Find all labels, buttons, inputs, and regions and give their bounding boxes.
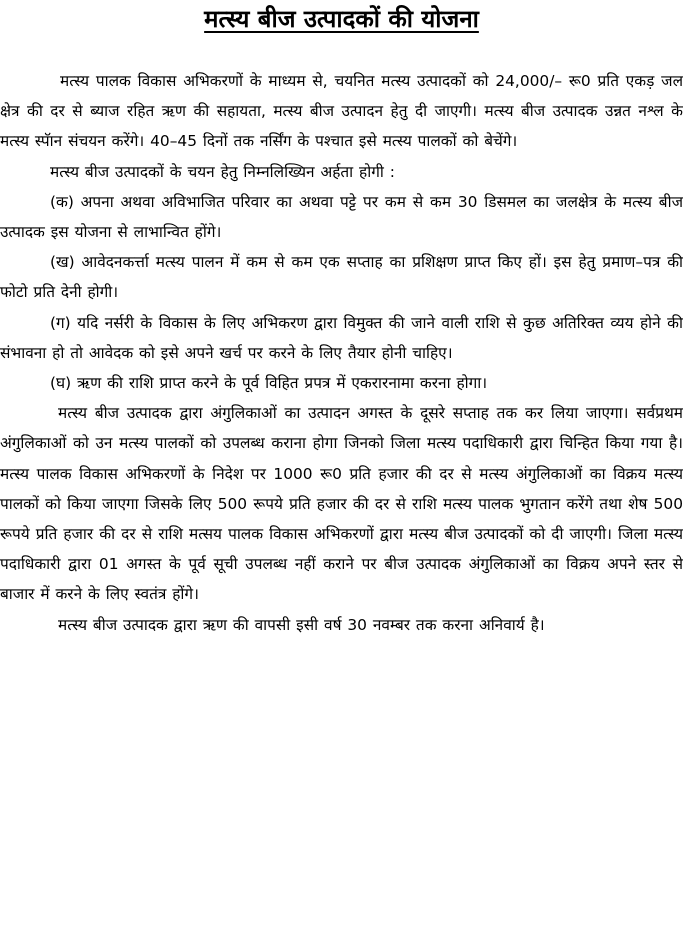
document-body bbox=[0, 66, 683, 640]
document-title-text: मत्स्य बीज उत्पादकों की योजना bbox=[204, 5, 479, 33]
paragraph-criterion-gha: (घ) ऋण की राशि प्राप्त करने के पूर्व विहित प्रपत्र में एकरारनामा करना होगा। bbox=[50, 374, 488, 393]
paragraph-criterion-ka: (क) अपना अथवा अविभाजित परिवार का अथवा पट्टे पर कम से कम 30 डिसमल का जलक्षेत्र के मत्स्य बीज उत्पादक इस योजना से लाभान्वित होंगे। bbox=[0, 192, 683, 242]
paragraph-intro: मत्स्य पालक विकास अभिकरणों के माध्यम से, चयनित मत्स्य उत्पादकों को 24,000/– रू0 प्रति एकड़ जल क्षेत्र की दर से ब्याज रहित ऋण की सहायता, मत्स्य बीज उत्पादन हेतु दी जाएगी। मत्स्य बीज उत्पादक उन्नत नश्ल के मत्स्य स्पॅान संचयन करेंगे। 40–45 दिनों तक नर्सिंग के पश्चात इसे मत्स्य पालकों को बेचेंगे। bbox=[0, 72, 683, 151]
paragraph-loan-repayment: मत्स्य बीज उत्पादक द्वारा ऋण की वापसी इसी वर्ष 30 नवम्बर तक करना अनिवार्य है। bbox=[58, 615, 545, 634]
paragraph-criterion-ga: (ग) यदि नर्सरी के विकास के लिए अभिकरण द्वारा विमुक्त की जाने वाली राशि से कुछ अतिरिक्त व्यय होने की संभावना हो तो आवेदक को इसे अपने खर्च पर करने के लिए तैयार होनी चाहिए। bbox=[0, 313, 683, 362]
paragraph-criterion-kha: (ख) आवेदनकर्त्ता मत्स्य पालन में कम से कम एक सप्ताह का प्रशिक्षण प्राप्त किए हों। इस हेतु प्रमाण–पत्र की फोटो प्रति देनी होगी। bbox=[0, 253, 683, 302]
document-title bbox=[0, 2, 683, 36]
paragraph-eligibility-heading: मत्स्य बीज उत्पादकों के चयन हेतु निम्नलिख्यिन अर्हता होगी : bbox=[50, 162, 395, 181]
paragraph-fingerling-distribution: मत्स्य बीज उत्पादक द्वारा अंगुलिकाओं का उत्पादन अगस्त के दूसरे सप्ताह तक कर लिया जाएगा। सर्वप्रथम अंगुलिकाओं को उन मत्स्य पालकों को उपलब्ध कराना होगा जिनको जिला मत्स्य पदाधिकारी द्वारा चिन्हित किया गया है। मत्स्य पालक विकास अभिकरणों के निदेश पर 1000 रू0 प्रति हजार की दर से मत्स्य अंगुलिकाओं का विक्रय मत्स्य पालकों को किया जाएगा जिसके लिए 500 रूपये प्रति हजार की दर से राशि मत्स्य पालक भुगतान करेंगे तथा शेष 500 रूपये प्रति हजार की दर से राशि मत्सय पालक विकास अभिकरणों द्वारा मत्स्य बीज उत्पादकों को दी जाएगी। जिला मत्स्य पदाधिकारी द्वारा 01 अगस्त के पूर्व सूची उपलब्ध नहीं कराने पर बीज उत्पादक अंगुलिकाओं का विक्रय अपने स्तर से बाजार में करने के लिए स्वतंत्र होंगे। bbox=[0, 404, 683, 604]
